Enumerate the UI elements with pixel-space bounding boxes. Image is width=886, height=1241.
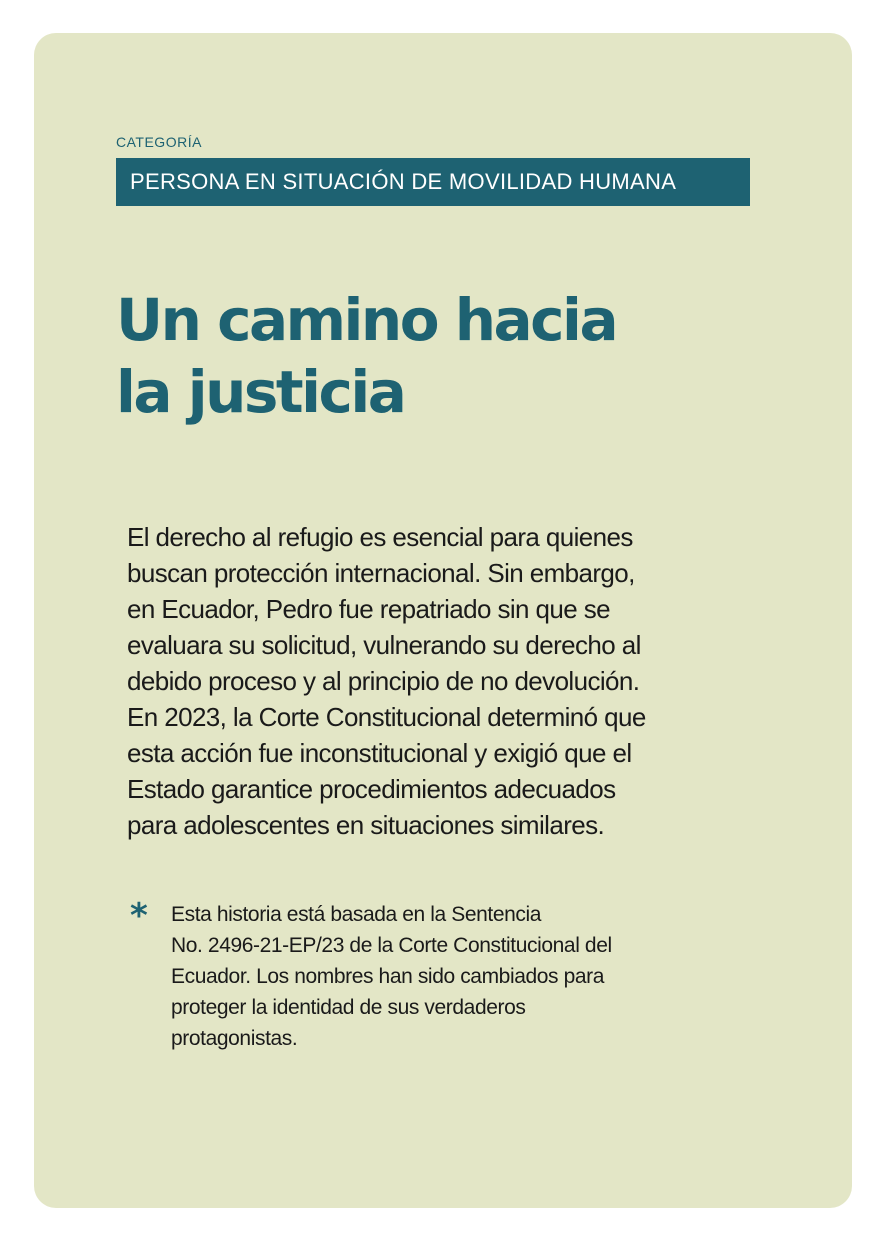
footnote-line: Esta historia está basada en la Sentencia bbox=[171, 903, 542, 926]
footnote-line: protagonistas. bbox=[171, 1027, 298, 1050]
footnote bbox=[171, 899, 711, 1054]
footnote-line: proteger la identidad de sus verdaderos bbox=[171, 996, 526, 1019]
category-label: CATEGORÍA bbox=[116, 134, 202, 150]
body-paragraph bbox=[127, 519, 727, 843]
body-line: esta acción fue inconstitucional y exigió que el bbox=[127, 738, 632, 768]
body-line: para adolescentes en situaciones similares. bbox=[127, 810, 605, 840]
title-line: la justicia bbox=[116, 358, 405, 426]
body-line: debido proceso y al principio de no devolución. bbox=[127, 666, 640, 696]
body-line: en Ecuador, Pedro fue repatriado sin que se bbox=[127, 594, 610, 624]
body-line: Estado garantice procedimientos adecuados bbox=[127, 774, 616, 804]
body-line: El derecho al refugio es esencial para quienes bbox=[127, 522, 633, 552]
asterisk-icon: * bbox=[130, 896, 148, 936]
body-line: En 2023, la Corte Constitucional determinó que bbox=[127, 702, 646, 732]
category-badge: PERSONA EN SITUACIÓN DE MOVILIDAD HUMANA bbox=[116, 158, 750, 206]
page-title bbox=[116, 284, 616, 428]
body-line: buscan protección internacional. Sin embargo, bbox=[127, 558, 635, 588]
footnote-line: Ecuador. Los nombres han sido cambiados para bbox=[171, 965, 605, 988]
body-line: evaluara su solicitud, vulnerando su derecho al bbox=[127, 630, 641, 660]
footnote-line: No. 2496-21-EP/23 de la Corte Constitucional del bbox=[171, 934, 612, 957]
title-line: Un camino hacia bbox=[116, 286, 617, 354]
